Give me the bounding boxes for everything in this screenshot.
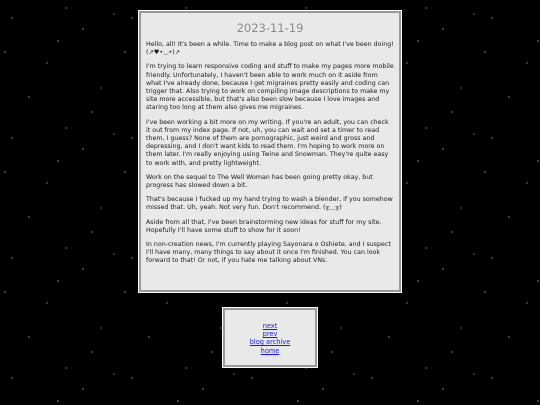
post-paragraph: I'm trying to learn responsive coding and stuff to make my pages more mobile friendly. Unfortunately, I haven't been able to work much on it aside from what I've already done, because I get migraines pretty easily and coding can trigger that. Also trying to work on compiling image descriptions to make my site more accessible, but that's also been slow because I love images and staring too long at them also gives me migraines. (146, 63, 394, 112)
blog-archive-link[interactable]: blog archive (249, 338, 291, 347)
blog-post-card (139, 11, 401, 292)
blog-nav-card (223, 308, 317, 367)
post-paragraph: In non-creation news, I'm currently playing Sayonara o Oshiete, and I suspect I'll have many, many things to say about it once I'm finished. You can look forward to that! Or not, if you hate me talking about VNs. (146, 241, 391, 265)
post-paragraph: I've been working a bit more on my writing. If you're an adult, you can check it out from my index page. If not, uh, you can wait and set a timer to read them, I guess? None of them are pornographic, just weird and gross and depressing, and I don't want kids to read them. I'm hoping to work more on them later. I'm really enjoying using Twine and Snowman. They're quite easy to work with, and pretty lightweight. (146, 118, 389, 167)
next-link[interactable]: next (262, 322, 278, 330)
post-paragraph: That's because I fucked up my hand trying to wash a blender, if you somehow missed that. Uh, yeah. Not very fun. Don't recommend. (╥﹏╥) (146, 196, 393, 212)
post-paragraph: Hello, all! It's been a while. Time to make a blog post on what I've been doing! (↗♥•◡•)↗ (146, 41, 394, 57)
post-paragraph: Aside from all that, I've been brainstorming new ideas for stuff for my site. Hopefully I'll have some stuff to show for it soon! (146, 218, 382, 234)
post-date: 2023-11-19 (236, 21, 304, 35)
post-body (146, 41, 394, 266)
prev-link[interactable]: prev (262, 330, 278, 339)
post-paragraph: Work on the sequel to The Well Woman has been going pretty okay, but progress has slowed down a bit. (146, 173, 373, 190)
home-link[interactable]: home (260, 346, 280, 355)
